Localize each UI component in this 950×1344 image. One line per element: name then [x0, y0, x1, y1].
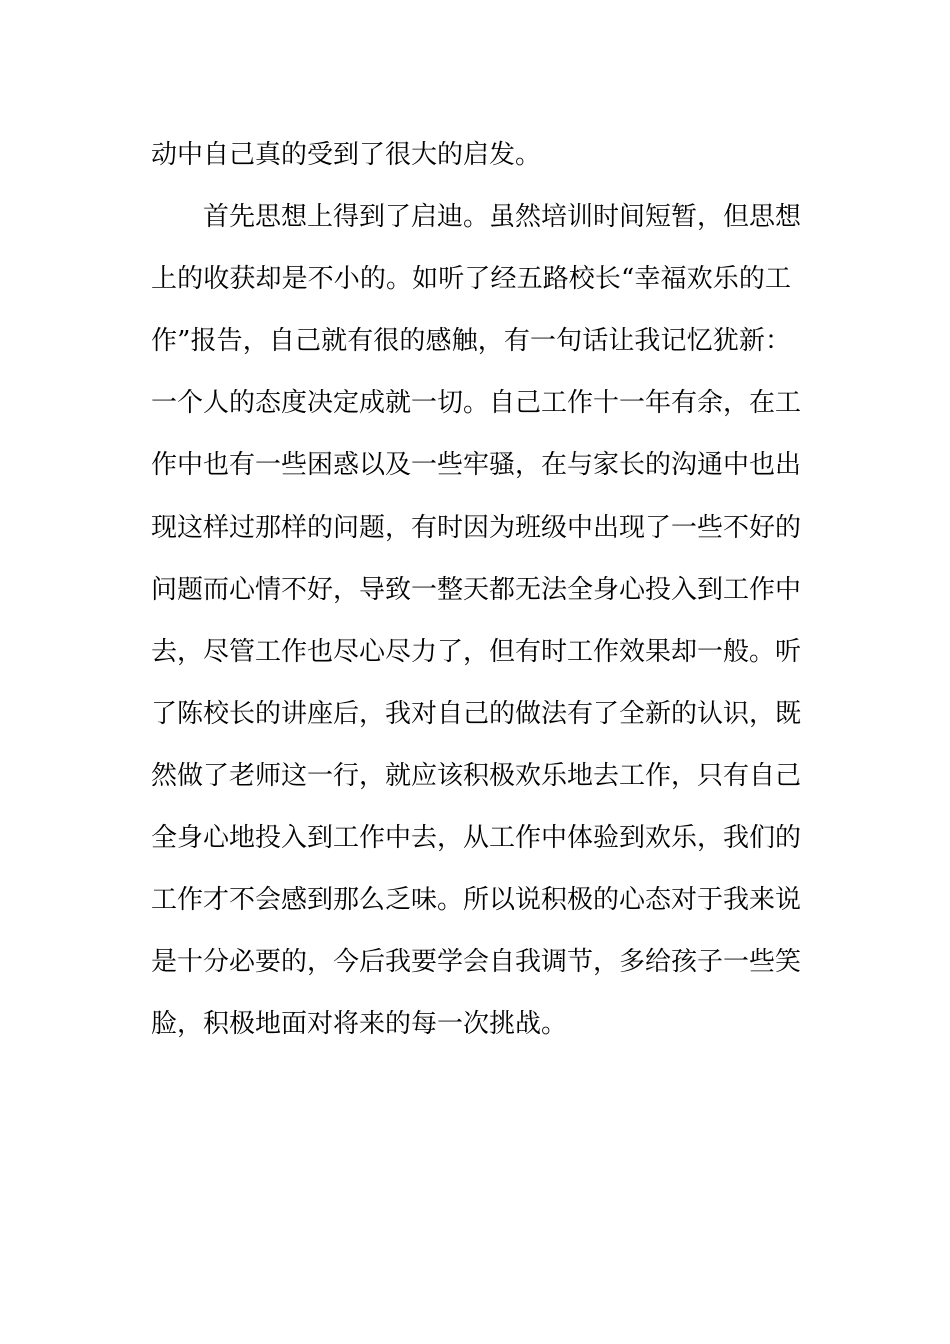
text-line: 作”报告，自己就有很的感触，有一句话让我记忆犹新： — [151, 326, 791, 357]
text-line: 现这样过那样的问题，有时因为班级中出现了一些不好的 — [151, 512, 802, 543]
paragraph-first-line: 首先思想上得到了启迪。虽然培训时间短暂，但思想 — [203, 202, 802, 233]
text-line: 然做了老师这一行，就应该积极欢乐地去工作，只有自己 — [151, 760, 802, 791]
text-line: 是十分必要的，今后我要学会自我调节，多给孩子一些笑 — [151, 947, 802, 978]
text-line: 问题而心情不好，导致一整天都无法全身心投入到工作中 — [151, 574, 802, 605]
text-line: 一个人的态度决定成就一切。自己工作十一年有余，在工 — [151, 388, 802, 419]
body-text — [151, 124, 802, 1055]
text-line: 脸，积极地面对将来的每一次挑战。 — [151, 1009, 568, 1040]
text-line: 动中自己真的受到了很大的启发。 — [151, 140, 542, 170]
text-line: 上的收获却是不小的。如听了经五路校长“幸福欢乐的工 — [151, 264, 791, 295]
text-line: 作中也有一些困惑以及一些牢骚，在与家长的沟通中也出 — [151, 450, 802, 481]
text-line: 去，尽管工作也尽心尽力了，但有时工作效果却一般。听 — [151, 636, 802, 667]
text-line: 工作才不会感到那么乏味。所以说积极的心态对于我来说 — [151, 885, 802, 916]
text-line: 了陈校长的讲座后，我对自己的做法有了全新的认识，既 — [151, 698, 802, 729]
text-line: 全身心地投入到工作中去，从工作中体验到欢乐，我们的 — [151, 823, 802, 854]
